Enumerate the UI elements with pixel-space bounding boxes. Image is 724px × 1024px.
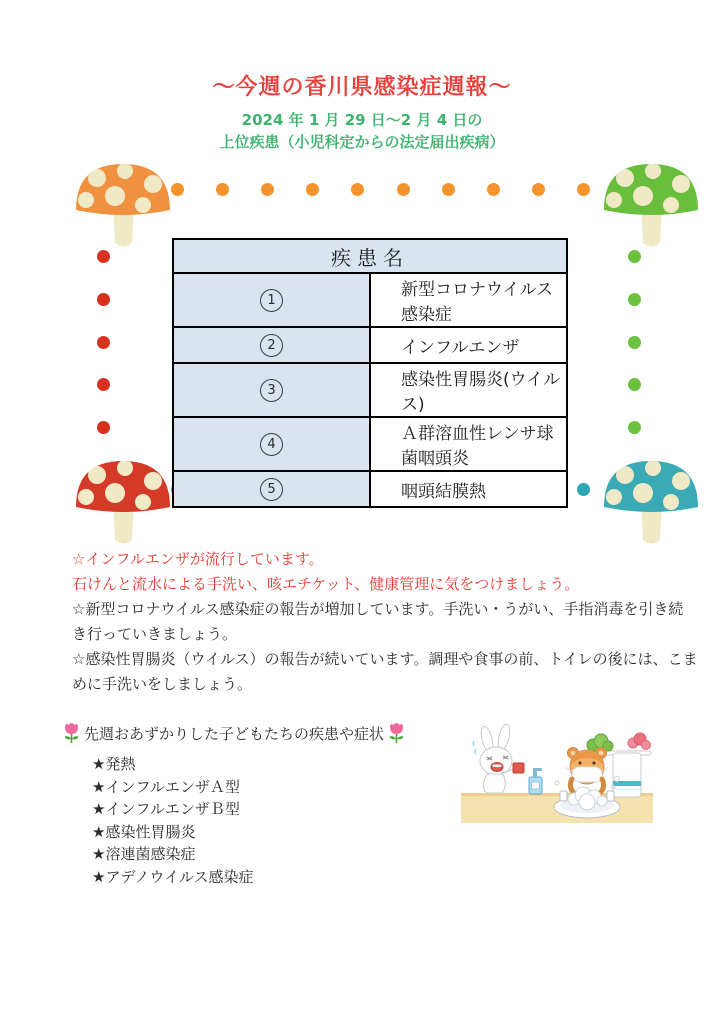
rank-circled-number: 3 xyxy=(260,379,283,402)
report-period: 2024 年 1 月 29 日～2 月 4 日の xyxy=(241,111,483,129)
table-row xyxy=(173,327,567,363)
weekly-summary-heading-text: 先週おあずかりした子どもたちの疾患や症状 xyxy=(84,724,385,743)
disease-ranking-table xyxy=(172,238,568,508)
disease-name-cell: 咽頭結膜熱 xyxy=(370,471,567,507)
mushroom-teal-icon xyxy=(600,455,702,547)
note-covid: ☆新型コロナウイルス感染症の報告が増加しています。手洗い・うがい、手指消毒を引き続き行っていきましょう。 xyxy=(72,600,684,643)
rank-cell xyxy=(173,363,370,417)
rank-cell xyxy=(173,417,370,471)
disease-name-cell: Ａ群溶血性レンサ球菌咽頭炎 xyxy=(370,417,567,471)
advisory-notes xyxy=(72,547,698,697)
right-dots-border xyxy=(628,250,641,434)
rank-cell xyxy=(173,273,370,327)
table-row xyxy=(173,417,567,471)
table-row xyxy=(173,471,567,507)
mushroom-green-icon xyxy=(600,158,702,250)
list-item: ★インフルエンザＢ型 xyxy=(92,800,240,818)
tulip-icon xyxy=(387,721,406,745)
list-item: ★インフルエンザＡ型 xyxy=(92,777,240,796)
page-title: ～今週の香川県感染症週報～ xyxy=(212,75,512,100)
list-item: ★感染性胃腸炎 xyxy=(92,822,196,841)
rank-circled-number: 2 xyxy=(260,334,283,357)
weekly-summary-section xyxy=(62,721,472,888)
note-hygiene-advice: 石けんと流水による手洗い、咳エチケット、健康管理に気をつけましょう。 xyxy=(72,575,580,593)
handwashing-illustration xyxy=(461,721,653,823)
mushroom-red-icon xyxy=(72,455,174,547)
note-gastroenteritis: ☆感染性胃腸炎（ウイルス）の報告が続いています。調理や食事の前、トイレの後には、こまめに手洗いをしましょう。 xyxy=(72,650,698,693)
rank-cell xyxy=(173,327,370,363)
disease-name-cell: インフルエンザ xyxy=(370,327,567,363)
disease-name-cell: 感染性胃腸炎(ウイルス) xyxy=(370,363,567,417)
table-header-row xyxy=(173,239,567,273)
weekly-summary-heading xyxy=(62,721,472,745)
table-header-disease-name: 疾患名 xyxy=(173,239,567,273)
mushroom-orange-icon xyxy=(72,158,174,250)
weekly-symptoms-list xyxy=(92,753,472,888)
top-dots-border xyxy=(171,183,590,196)
table-row xyxy=(173,363,567,417)
list-item: ★アデノウイルス感染症 xyxy=(92,867,254,886)
rank-circled-number: 1 xyxy=(260,289,283,312)
tulip-icon xyxy=(62,721,81,745)
disease-name-cell: 新型コロナウイルス感染症 xyxy=(370,273,567,327)
note-influenza-alert: ☆インフルエンザが流行しています。 xyxy=(72,550,324,568)
list-item: ★溶連菌感染症 xyxy=(92,845,196,863)
rank-circled-number: 5 xyxy=(260,478,283,501)
rank-circled-number: 4 xyxy=(260,433,283,456)
list-item: ★発熱 xyxy=(92,755,136,773)
rank-cell xyxy=(173,471,370,507)
table-row xyxy=(173,273,567,327)
left-dots-border xyxy=(97,250,110,434)
report-subtitle: 上位疾患（小児科定からの法定届出疾病） xyxy=(219,133,505,151)
